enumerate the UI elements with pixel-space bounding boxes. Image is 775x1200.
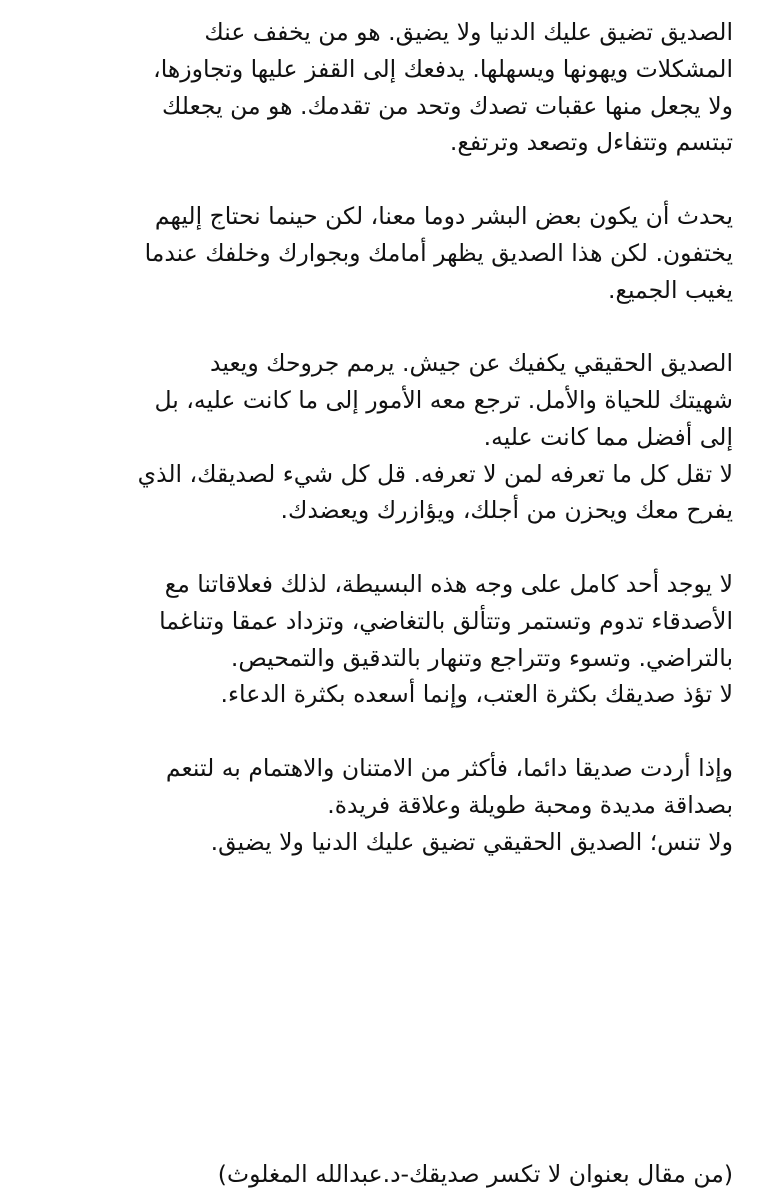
text-line: وإذا أردت صديقا دائما، فأكثر من الامتنان والاهتمام به لتنعم xyxy=(165,753,733,782)
text-line: يفرح معك ويحزن من أجلك، ويؤازرك ويعضدك. xyxy=(280,496,733,525)
text-line: الأصدقاء تدوم وتستمر وتتألق بالتغاضي، وتزداد عمقا وتناغما xyxy=(159,606,733,635)
text-line: يغيب الجميع. xyxy=(607,275,733,304)
text-line: إلى أفضل مما كانت عليه. xyxy=(483,422,733,451)
text-line: بالتراضي. وتسوء وتتراجع وتنهار بالتدقيق والتمحيص. xyxy=(230,643,733,672)
paragraph-4 xyxy=(22,566,733,713)
text-line: لا يوجد أحد كامل على وجه هذه البسيطة، لذلك فعلاقاتنا مع xyxy=(164,569,733,598)
source-attribution: (من مقال بعنوان لا تكسر صديقك-د.عبدالله المغلوث) xyxy=(217,1160,733,1188)
text-line: الصديق تضيق عليك الدنيا ولا يضيق. هو من يخفف عنك xyxy=(204,18,733,46)
text-line: تبتسم وتتفاءل وتصعد وترتفع. xyxy=(449,128,733,157)
article-body xyxy=(22,14,733,897)
paragraph-2 xyxy=(22,198,733,308)
text-line: ولا يجعل منها عقبات تصدك وتحد من تقدمك. هو من يجعلك xyxy=(161,91,733,120)
paragraph-5 xyxy=(22,750,733,860)
text-line: يختفون. لكن هذا الصديق يظهر أمامك وبجوارك وخلفك عندما xyxy=(144,238,733,267)
paragraph-3 xyxy=(22,345,733,529)
text-line: يحدث أن يكون بعض البشر دوما معنا، لكن حينما نحتاج إليهم xyxy=(154,201,733,230)
paragraph-1 xyxy=(22,14,733,161)
text-line: لا تؤذ صديقك بكثرة العتب، وإنما أسعده بكثرة الدعاء. xyxy=(220,680,733,709)
text-line: ولا تنس؛ الصديق الحقيقي تضيق عليك الدنيا ولا يضيق. xyxy=(210,827,733,856)
text-line: الصديق الحقيقي يكفيك عن جيش. يرمم جروحك ويعيد xyxy=(210,349,733,378)
text-line: شهيتك للحياة والأمل. ترجع معه الأمور إلى ما كانت عليه، بل xyxy=(154,385,733,414)
text-line: المشكلات ويهونها ويسهلها. يدفعك إلى القفز عليها وتجاوزها، xyxy=(153,54,733,83)
text-line: بصداقة مديدة ومحبة طويلة وعلاقة فريدة. xyxy=(327,790,733,819)
text-line: لا تقل كل ما تعرفه لمن لا تعرفه. قل كل شيء لصديقك، الذي xyxy=(137,459,733,488)
